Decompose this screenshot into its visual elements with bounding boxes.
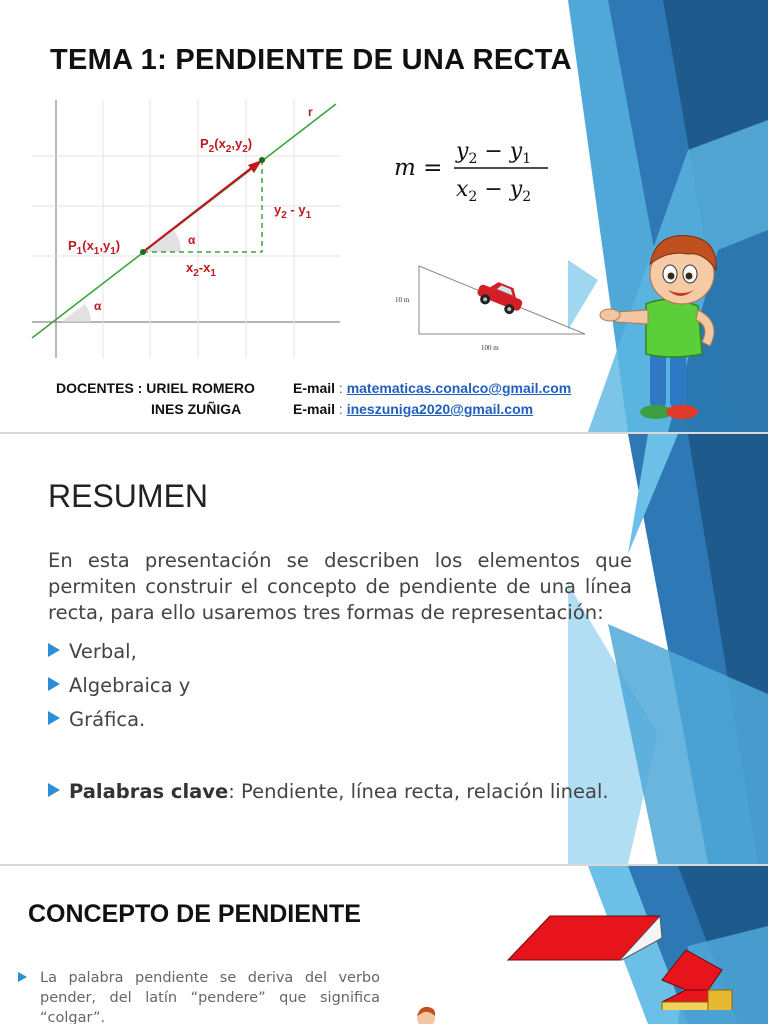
keywords-text: : Pendiente, línea recta, relación lineal. [228, 780, 609, 803]
teacher-1: DOCENTES : URIEL ROMERO [56, 380, 255, 396]
car-icon [474, 276, 526, 317]
formula-denominator: $x_2 - y_2$ [456, 177, 532, 205]
email-label: E-mail [293, 380, 336, 396]
email-link-1[interactable]: matematicas.conalco@gmail.com [346, 380, 572, 396]
slope-formula [390, 128, 560, 208]
resumen-heading: RESUMEN [48, 478, 209, 514]
bullet-grafica: Gráfica. [48, 708, 145, 731]
bullet-keywords [48, 780, 609, 803]
teachers-block [56, 378, 255, 420]
email-row-1 [293, 378, 571, 399]
ramp-blocks-icon [500, 910, 740, 1010]
concepto-bullet [18, 968, 380, 1024]
formula-lhs: m = [394, 155, 443, 181]
p2-label: $P_2(x_2,y_2)$ [200, 136, 253, 155]
email-separator: : [335, 401, 347, 417]
bullet-arrow-icon [48, 783, 60, 797]
pointing-boy-icon [598, 230, 728, 430]
p1-label: $P_1(x_1,y_1)$ [68, 238, 121, 257]
bullet-arrow-icon [18, 972, 27, 982]
incline-diagram [395, 262, 595, 354]
resumen-paragraph: En esta presentación se describen los elementos que permiten construir el concepto de pendiente de una línea recta, para ello usaremos tres formas de representación: [48, 549, 632, 624]
bullet-arrow-icon [48, 711, 60, 725]
boy-head-icon [414, 1004, 438, 1024]
bullet-algebraica: Algebraica y [48, 674, 190, 697]
bullet-arrow-icon [48, 643, 60, 657]
keywords-label: Palabras clave [69, 780, 229, 803]
email-link-2[interactable]: ineszuniga2020@gmail.com [346, 401, 534, 417]
line-r-label: r [308, 105, 313, 119]
slide-title [0, 0, 768, 432]
incline-height-label: 10 m [395, 296, 410, 304]
dy-label: $y_2 - y_1$ [274, 202, 312, 221]
teacher-2: INES ZUÑIGA [151, 401, 242, 417]
emails-block [293, 378, 571, 420]
slide-concepto [0, 866, 768, 1024]
point-p1 [140, 249, 146, 255]
alpha-label-2: α [188, 233, 196, 247]
formula-numerator: $y_2 - y_1$ [456, 139, 532, 167]
slide-title-text: TEMA 1: PENDIENTE DE UNA RECTA [50, 44, 572, 76]
bullet-verbal: Verbal, [48, 640, 137, 663]
alpha-label-1: α [94, 299, 102, 313]
bullet-arrow-icon [48, 677, 60, 691]
dx-label: $x_2-x_1$ [186, 260, 216, 279]
email-separator: : [335, 380, 347, 396]
slide-resumen [0, 434, 768, 864]
email-label: E-mail [293, 401, 336, 417]
concepto-heading: CONCEPTO DE PENDIENTE [28, 900, 361, 928]
email-row-2 [293, 399, 571, 420]
point-p2 [259, 157, 265, 163]
slope-diagram [28, 96, 348, 366]
incline-base-label: 100 m [481, 344, 499, 352]
concepto-bullet-text: La palabra pendiente se deriva del verbo pender, del latín “pendere” que significa “colgar”. [40, 970, 380, 1024]
